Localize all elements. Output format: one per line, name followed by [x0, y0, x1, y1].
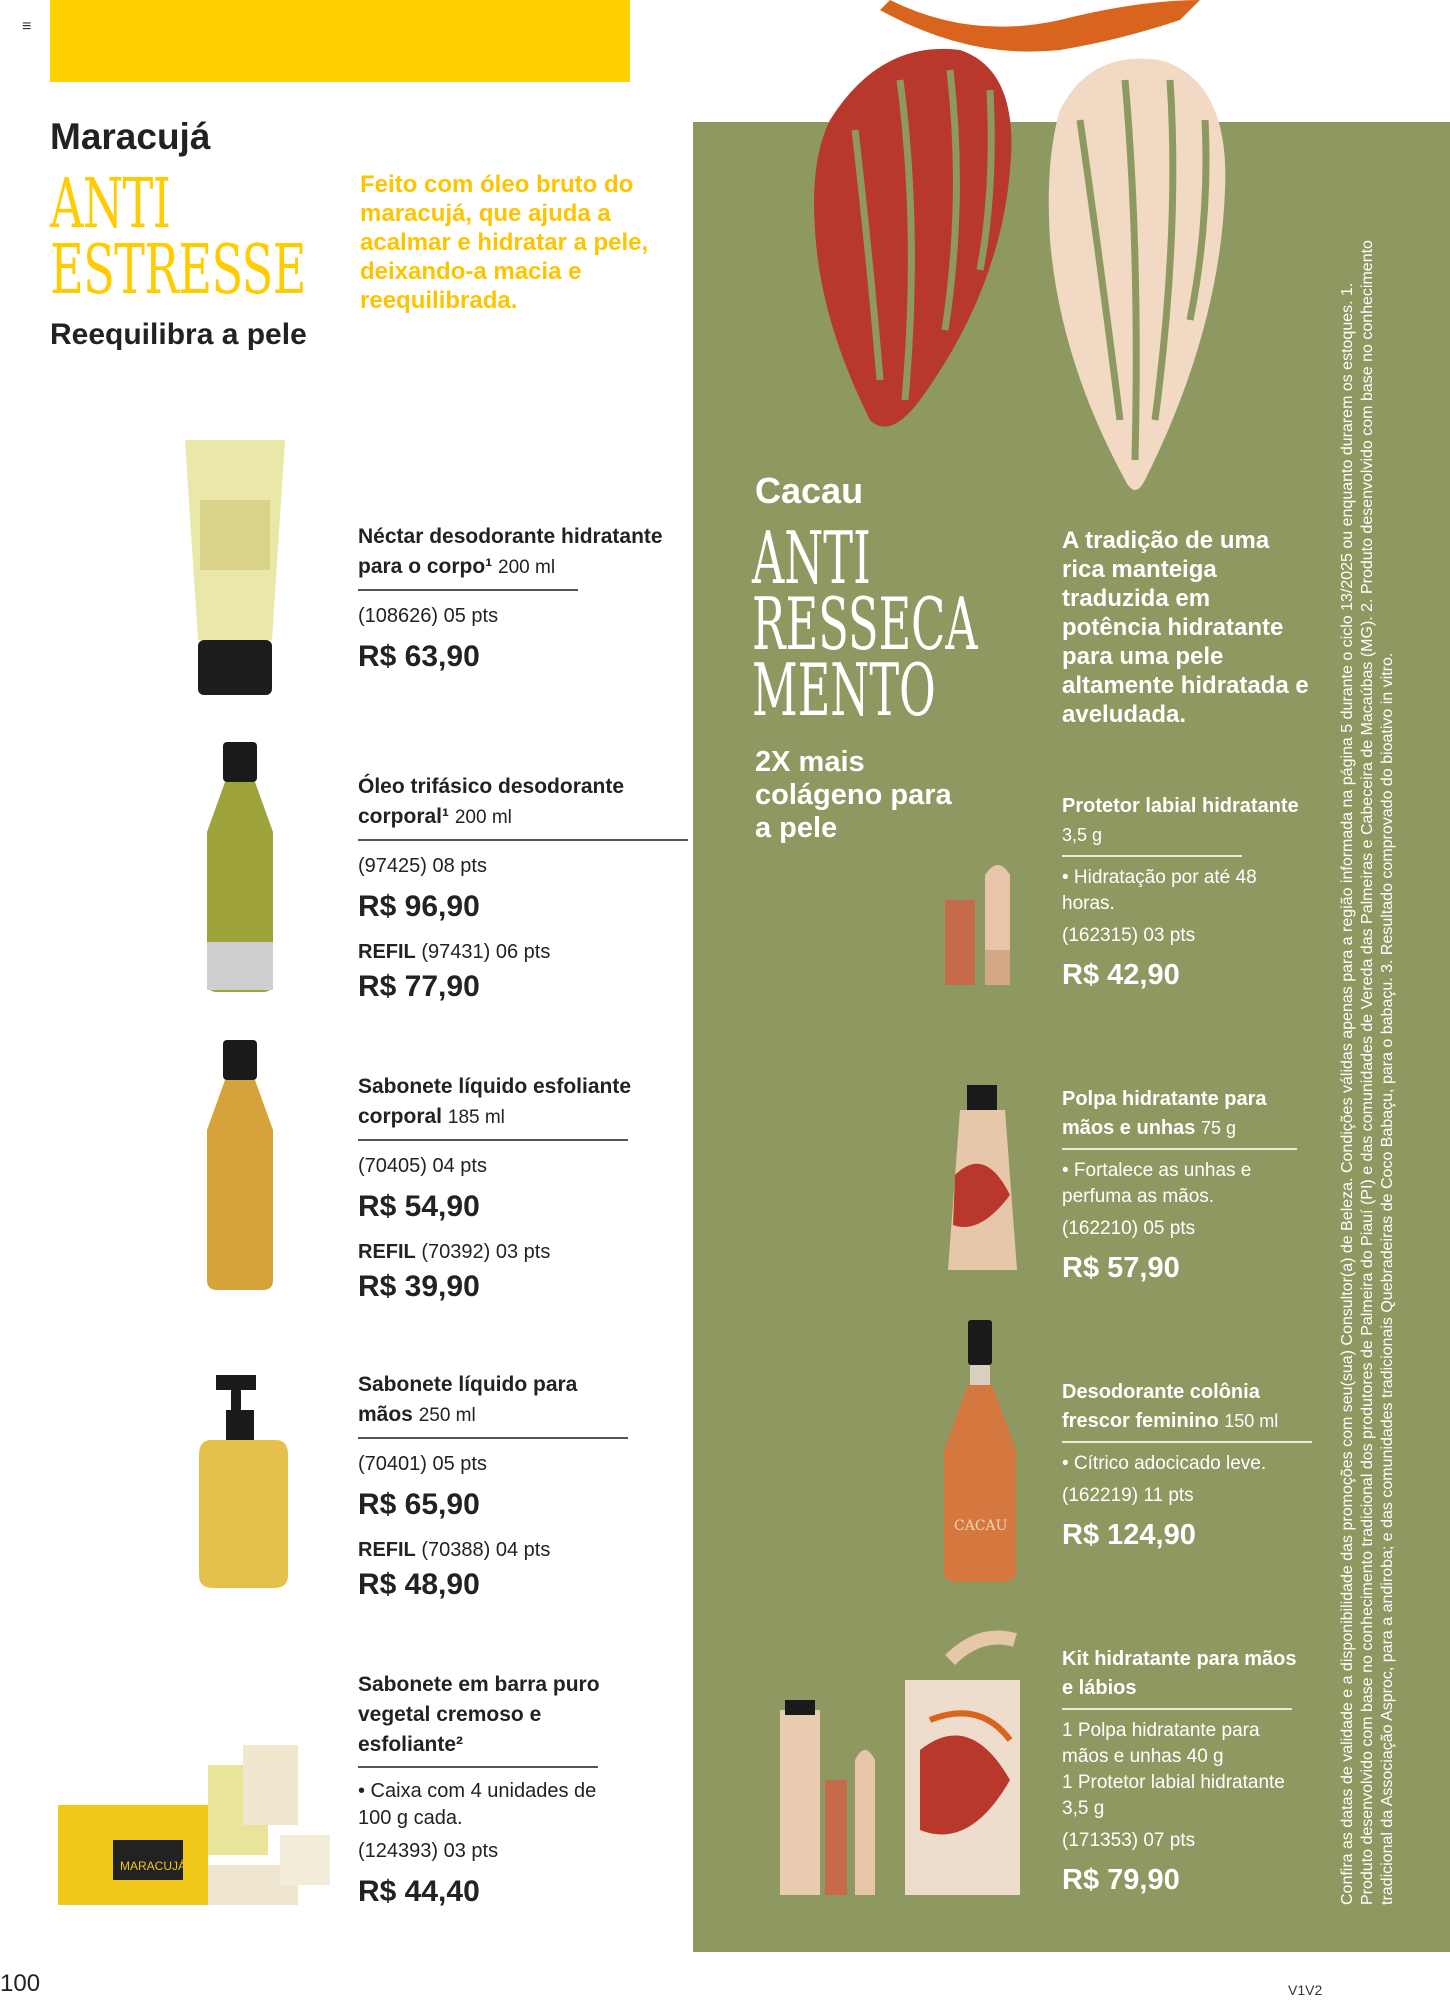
divider: [1062, 1708, 1292, 1710]
product-hand-cream: [1062, 1085, 1307, 1288]
product-name: Sabonete líquido esfoliante corporal 185 ml: [358, 1075, 632, 1128]
product-code: (171353) 07 pts: [1062, 1830, 1196, 1851]
maracuja-headline: [50, 165, 306, 310]
lip-balm-image: [940, 855, 1020, 990]
product-code: (108626) 05 pts: [358, 605, 499, 627]
divider: [358, 839, 688, 841]
product-name: Desodorante colônia frescor feminino 150 ml: [1062, 1381, 1279, 1432]
section-intro: Feito com óleo bruto do maracujá, que ajuda a acalmar e hidratar a pele, deixando-a macia e reequilibrada.: [360, 171, 649, 314]
divider: [1062, 855, 1242, 857]
headline-line: ANTI: [752, 516, 871, 600]
headline-line: MENTO: [752, 648, 936, 732]
divider: [1062, 1441, 1312, 1443]
product-bullet: • Hidratação por até 48 horas.: [1062, 867, 1257, 914]
edition-code: V1V2: [1288, 1982, 1323, 1998]
product-name: Sabonete em barra puro vegetal cremoso e esfoliante²: [358, 1673, 600, 1756]
product-nectar: [358, 522, 688, 677]
cacao-pods-illustration: [760, 0, 1280, 520]
product-soap-bar: [358, 1670, 608, 1912]
product-size: 185 ml: [447, 1107, 505, 1128]
soap-bar-box-image: [58, 1745, 333, 1915]
refil-code: REFIL (97431) 06 pts: [358, 941, 551, 963]
product-size: 75 g: [1200, 1118, 1236, 1138]
cacau-title: Cacau: [755, 470, 864, 511]
section-subtitle: Reequilibra a pele: [50, 318, 307, 351]
hand-soap-bottle-image: [196, 1370, 291, 1590]
product-price: R$ 124,90: [1062, 1519, 1196, 1551]
product-code: (162315) 03 pts: [1062, 925, 1196, 946]
product-price: R$ 54,90: [358, 1190, 480, 1223]
cacau-claim: 2X mais colágeno para a pele: [755, 746, 952, 844]
gift-kit-image: [770, 1630, 1025, 1900]
product-code: (70401) 05 pts: [358, 1453, 487, 1475]
legal-disclaimer: Confira as datas de validade e a disponibilidade das promoções com seu(sua) Consultor(a) de Beleza. Condições válidas apenas para a região informada na página 5 durante o ciclo 13/2025 ou enquanto durarem os estoques. 1. Produto desenvolvido com base no conhecimento tradicional dos produtores de Palmeira do Piauí (PI) e das comunidades de Vereda das Palmeiras e Cabeceira de Macaúbas (MG). 2. Produto desenvolvido com base no conhecimento tradicional da Associação Asproc, para a andiroba; e das comunidades tradicionais Quebradeiras de Coco Babaçu, para o babaçu. 3. Resultado comprovado do bioativo in vitro.: [1339, 240, 1396, 1905]
product-hand-soap: [358, 1370, 618, 1605]
page-number: 100: [0, 1970, 41, 1997]
product-size: 200 ml: [498, 557, 556, 578]
divider: [1062, 1148, 1297, 1150]
product-price: R$ 42,90: [1062, 959, 1180, 991]
oil-bottle-image: [205, 742, 275, 992]
product-name: Protetor labial hidratante 3,5 g: [1062, 795, 1299, 845]
product-cologne: [1062, 1378, 1312, 1555]
product-name: Polpa hidratante para mãos e unhas 75 g: [1062, 1088, 1267, 1139]
product-code: (70405) 04 pts: [358, 1155, 487, 1177]
bottle-label: CACAU: [954, 1518, 1008, 1534]
product-code: (162210) 05 pts: [1062, 1218, 1196, 1239]
product-price: R$ 63,90: [358, 640, 480, 673]
cologne-bottle-image: [940, 1320, 1020, 1585]
product-name: Néctar desodorante hidratante para o corpo¹ 200 ml: [358, 525, 663, 578]
product-code: (124393) 03 pts: [358, 1840, 499, 1862]
yellow-header-bar: [50, 0, 630, 82]
product-price: R$ 65,90: [358, 1488, 480, 1521]
product-name: Kit hidratante para mãos e lábios: [1062, 1648, 1297, 1699]
product-price: R$ 79,90: [1062, 1864, 1180, 1896]
headline-line: ESTRESSE: [50, 231, 306, 310]
nectar-tube-image: [180, 440, 290, 700]
product-code: (162219) 11 pts: [1062, 1485, 1194, 1506]
product-bullet: • Caixa com 4 unidades de 100 g cada.: [358, 1780, 597, 1829]
refil-code: REFIL (70392) 03 pts: [358, 1241, 551, 1263]
product-lip-balm: [1062, 792, 1312, 995]
product-price: R$ 57,90: [1062, 1252, 1180, 1284]
product-bullet: • Fortalece as unhas e perfuma as mãos.: [1062, 1160, 1252, 1207]
refil-code: REFIL (70388) 04 pts: [358, 1539, 551, 1561]
product-bullet: • Cítrico adocicado leve.: [1062, 1453, 1267, 1474]
kit-item: 1 Protetor labial hidratante 3,5 g: [1062, 1772, 1285, 1819]
refil-price: R$ 39,90: [358, 1270, 480, 1303]
refil-price: R$ 48,90: [358, 1568, 480, 1601]
headline-line: RESSECA: [752, 582, 978, 666]
exfoliating-soap-bottle-image: [205, 1040, 275, 1290]
product-size: 150 ml: [1224, 1411, 1279, 1431]
box-label: MARACUJÁ: [120, 1859, 187, 1873]
section-title: Maracujá: [50, 116, 211, 157]
kit-item: 1 Polpa hidratante para mãos e unhas 40 g: [1062, 1720, 1260, 1767]
product-size: 200 ml: [454, 807, 512, 828]
divider: [358, 589, 578, 591]
divider: [358, 1766, 598, 1768]
menu-icon[interactable]: ≡: [22, 18, 32, 35]
product-price: R$ 96,90: [358, 890, 480, 923]
product-size: 3,5 g: [1062, 825, 1103, 845]
headline-line: ANTI: [50, 165, 171, 244]
product-exfoliating-soap: [358, 1072, 688, 1307]
cacau-headline: [752, 516, 978, 732]
product-size: 250 ml: [418, 1405, 476, 1426]
cacau-intro: A tradição de uma rica manteiga traduzida em potência hidratante para uma pele altamente hidratada e aveludada.: [1062, 527, 1309, 728]
refil-price: R$ 77,90: [358, 970, 480, 1003]
product-price: R$ 44,40: [358, 1875, 480, 1908]
product-name: Óleo trifásico desodorante corporal¹ 200 ml: [358, 775, 625, 828]
hand-cream-tube-image: [945, 1085, 1020, 1275]
divider: [358, 1139, 628, 1141]
divider: [358, 1437, 628, 1439]
product-kit: [1062, 1645, 1302, 1900]
product-oil: [358, 772, 688, 1007]
product-name: Sabonete líquido para mãos 250 ml: [358, 1373, 578, 1426]
product-code: (97425) 08 pts: [358, 855, 487, 877]
